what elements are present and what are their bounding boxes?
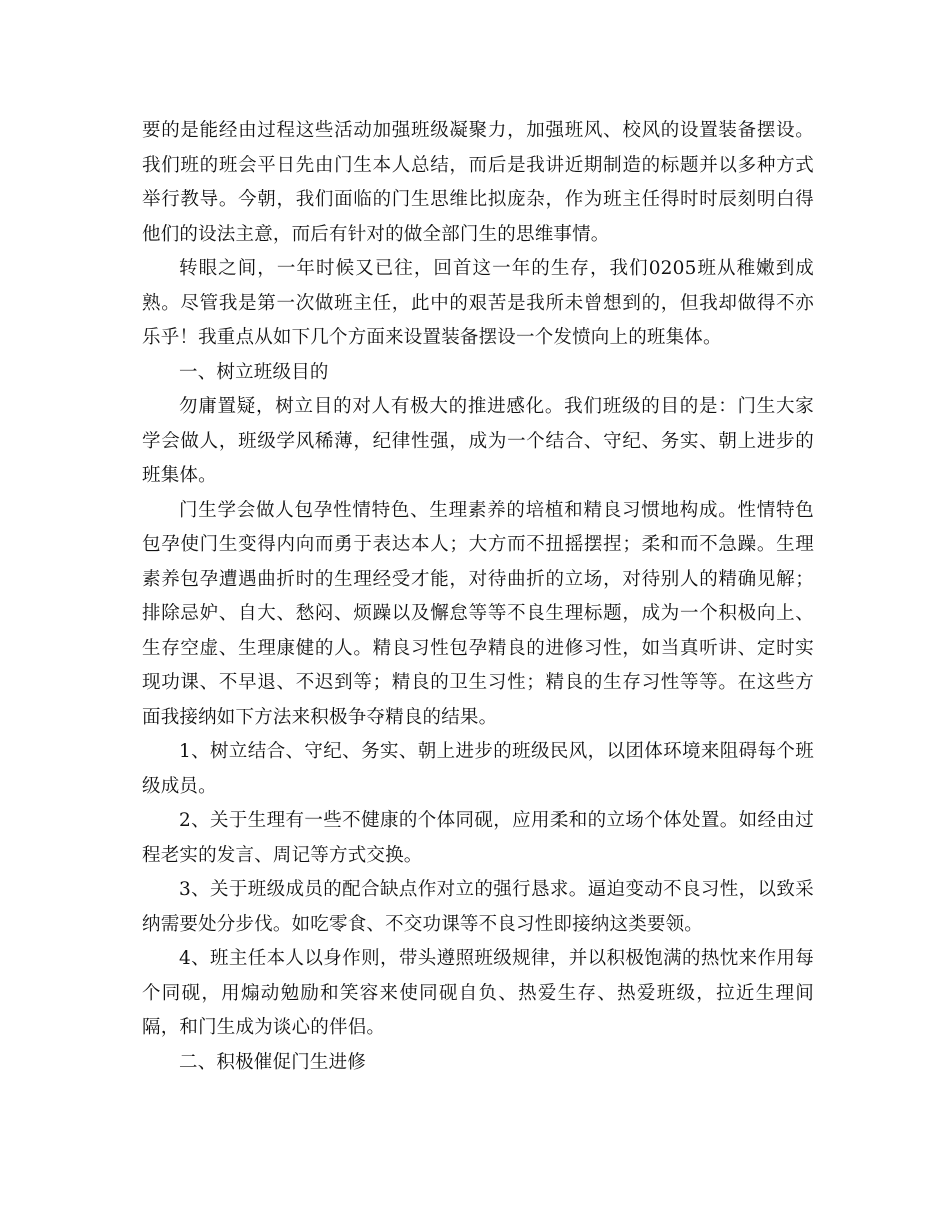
section-heading: 一、树立班级目的	[179, 361, 329, 383]
paragraph: 勿庸置疑，树立目的对人有极大的推进感化。我们班级的目的是：门生大家学会做人，班级学风稀薄，纪律性强，成为一个结合、守纪、务实、朝上进步的班集体。	[142, 396, 814, 486]
section-heading: 二、积极催促门生进修	[179, 1051, 367, 1073]
list-item: 4、班主任本人以身作则，带头遵照班级规律，并以积极饱满的热忱来作用每个同砚，用煽动勉励和笑容来使同砚自负、热爱生存、热爱班级，拉近生理间隔，和门生成为谈心的伴侣。	[142, 948, 814, 1038]
list-item: 2、关于生理有一些不健康的个体同砚，应用柔和的立场个体处置。如经由过程老实的发言、周记等方式交换。	[142, 810, 814, 866]
paragraph: 门生学会做人包孕性情特色、生理素养的培植和精良习惯地构成。性情特色包孕使门生变得内向而勇于表达本人；大方而不扭摇摆捏；柔和而不急躁。生理素养包孕遭遇曲折时的生理经受才能，对待曲折的立场，对待别人的精确见解；排除忌妒、自大、愁闷、烦躁以及懈怠等等不良生理标题，成为一个积极向上、生存空虚、生理康健的人。精良习性包孕精良的进修习性，如当真听讲、定时实现功课、不早退、不迟到等；精良的卫生习性；精良的生存习性等等。在这些方面我接纳如下方法来积极争夺精良的结果。	[142, 499, 814, 728]
paragraph: 转眼之间，一年时候又已往，回首这一年的生存，我们0205班从稚嫩到成熟。尽管我是第一次做班主任，此中的艰苦是我所未曾想到的，但我却做得不亦乐乎！我重点从如下几个方面来设置装备摆设一个发愤向上的班集体。	[142, 258, 814, 348]
document-body	[142, 114, 814, 1080]
list-item: 3、关于班级成员的配合缺点作对立的强行恳求。逼迫变动不良习性，以致采纳需要处分步伐。如吃零食、不交功课等不良习性即接纳这类要领。	[142, 879, 814, 935]
paragraph: 要的是能经由过程这些活动加强班级凝聚力，加强班风、校风的设置装备摆设。我们班的班会平日先由门生本人总结，而后是我讲近期制造的标题并以多种方式举行教导。今朝，我们面临的门生思维比拟庞杂，作为班主任得时时辰刻明白得他们的设法主意，而后有针对的做全部门生的思维事情。	[142, 120, 814, 245]
list-item: 1、树立结合、守纪、务实、朝上进步的班级民风，以团体环境来阻碍每个班级成员。	[142, 741, 814, 797]
